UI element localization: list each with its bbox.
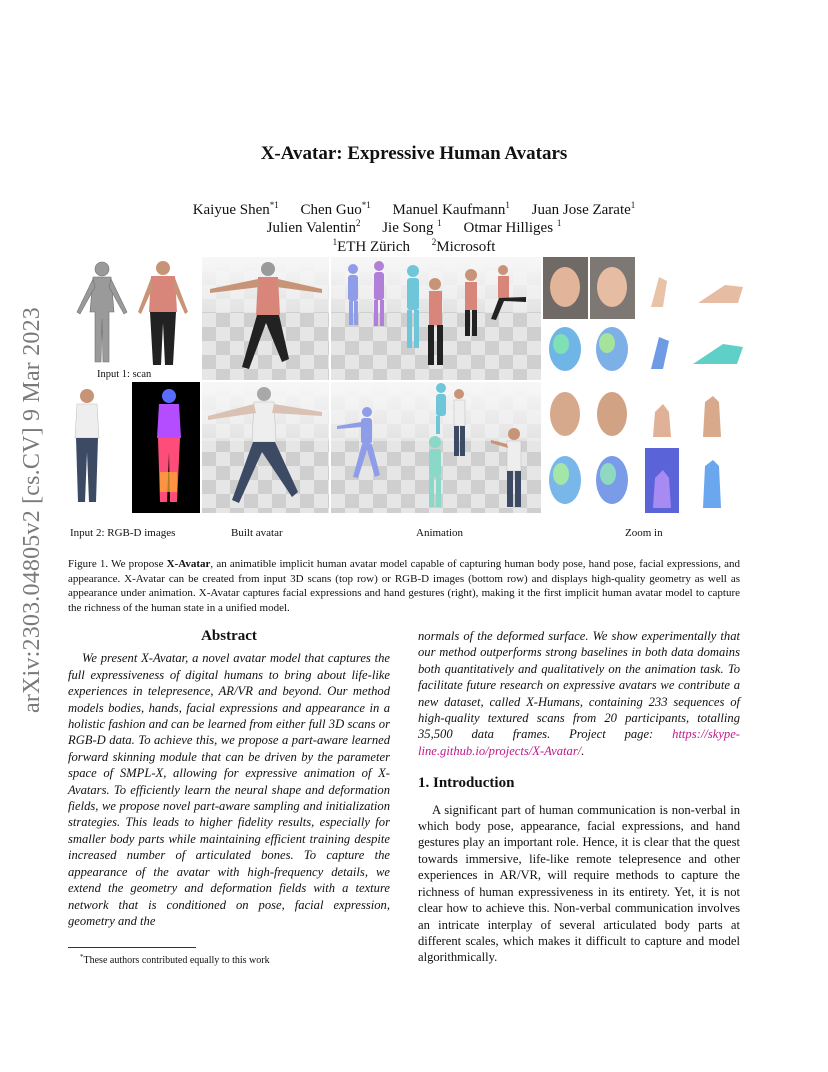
affiliations: $^1$ETH Zürich $^2$Microsoft <box>332 237 496 255</box>
rgbd-images <box>65 382 200 513</box>
author: Manuel Kaufmann$^1$ <box>392 200 510 218</box>
scan-figures-image <box>65 257 200 380</box>
built-avatar-bottom <box>202 382 329 513</box>
author: Julien Valentin$^2$ <box>266 218 361 236</box>
label-built: Built avatar <box>231 527 283 539</box>
right-column <box>418 628 740 966</box>
author: Jie Song $^1$ <box>382 218 442 236</box>
animation-image-top <box>331 257 541 380</box>
abstract-body: We present X-Avatar, a novel avatar model that captures the full expressiveness of digital humans to bring about life-like experiences in telepresence, AR/VR and beyond. Our method models bodies, hands, facial expressions and appearance in a holistic fashion and can be learned from either full 3D scans or RGB-D data. To achieve this, we propose a part-aware learned forward skinning module that can be driven by the parameter space of SMPL-X, allowing for expressive animation of X-Avatars. To efficiently learn the neural shape and deformation fields, we propose novel part-aware sampling and initialization strategies. This leads to higher fidelity results, especially for smaller body parts while maintaining efficient training despite increased number of articulated bones. To capture the appearance of the avatar with high-frequency details, we extend the geometry and deformation fields with a texture network that is conditioned on pose, facial expression, geometry and the <box>68 651 390 928</box>
input1-label: Input 1: scan <box>97 369 152 380</box>
zoom-normals-bottom <box>543 448 757 513</box>
built-avatar-image-top <box>202 257 329 380</box>
footnote-rule <box>68 947 196 948</box>
project-page-link[interactable]: https://skype-line.github.io/projects/X-Avatar/ <box>418 727 740 758</box>
label-animation: Animation <box>416 527 464 539</box>
label-zoom: Zoom in <box>625 527 663 539</box>
footnote: *These authors contributed equally to this work <box>80 953 270 966</box>
zoom-face-top <box>543 257 757 319</box>
intro-heading: 1. Introduction <box>418 775 515 792</box>
author: Kaiyue Shen$^{*1}$ <box>192 200 279 218</box>
zoom-faces-top <box>543 257 757 319</box>
figure-caption: Figure 1. We propose X-Avatar, an animatible implicit human avatar model capable of capturing human body pose, hand pose, facial expressions, and appearance. X-Avatar can be created from input 3D scans (top row) or RGB-D images (bottom row) and displays high-quality geometry as well as appearance under animation. X-Avatar captures facial expressions and hand gestures (right), making it the first implicit human avatar model to capture the richness of the human state in a unified model. <box>68 558 740 614</box>
abstract-continued: normals of the deformed surface. We show experimentally that our method outperforms strong baselines in both data domains both quantitatively and qualitatively on the animation task. To facilitate future research on expressive avatars we contribute a new dataset, called X-Humans, containing 233 sequences of high-quality textured scans from 20 participants, totalling 35,500 data frames. Project page: https://skype-line.github.io/projects/X-Avatar/. <box>418 629 740 758</box>
arxiv-stamp: arXiv:2303.04805v2 [cs.CV] 9 Mar 2023 <box>19 307 45 714</box>
animation-top <box>331 257 541 380</box>
animation-image-bottom <box>331 382 541 513</box>
author: Chen Guo$^{*1}$ <box>300 200 371 218</box>
teaser-figure <box>65 257 757 539</box>
label-input2: Input 2: RGB-D images <box>70 527 176 539</box>
intro-body: A significant part of human communication is non-verbal in which body pose, appearance, facial expressions, and hand gestures play an important role. Hence, it is clear that the quest towards immersive, life-like remote telepresence and other experiences in AR/VR, will require methods to capture the richness of human expressiveness in its entirety. Yet, it is not clear how to achieve this. Non-verbal communication involves an intricate interplay of several articulated body parts at different scales, which makes it difficult to capture and model algorithmically. <box>418 802 740 965</box>
zoom-normals-top <box>543 319 757 380</box>
author: Otmar Hilliges $^1$ <box>463 218 562 236</box>
zoom-normal-bottom <box>543 448 757 513</box>
zoom-normal-top <box>543 319 757 380</box>
zoom-face-bottom <box>543 382 757 448</box>
input-rgbd-panel <box>65 382 200 513</box>
built-avatar-image-bottom <box>202 382 329 513</box>
built-avatar-top <box>202 257 329 380</box>
abstract-heading: Abstract <box>201 628 257 644</box>
author: Juan Jose Zarate$^1$ <box>531 200 636 218</box>
animation-bottom <box>331 382 541 513</box>
input-scan-panel <box>65 257 200 380</box>
zoom-faces-bottom <box>543 382 757 448</box>
paper-title: X-Avatar: Expressive Human Avatars <box>260 143 568 164</box>
left-column <box>68 628 390 929</box>
